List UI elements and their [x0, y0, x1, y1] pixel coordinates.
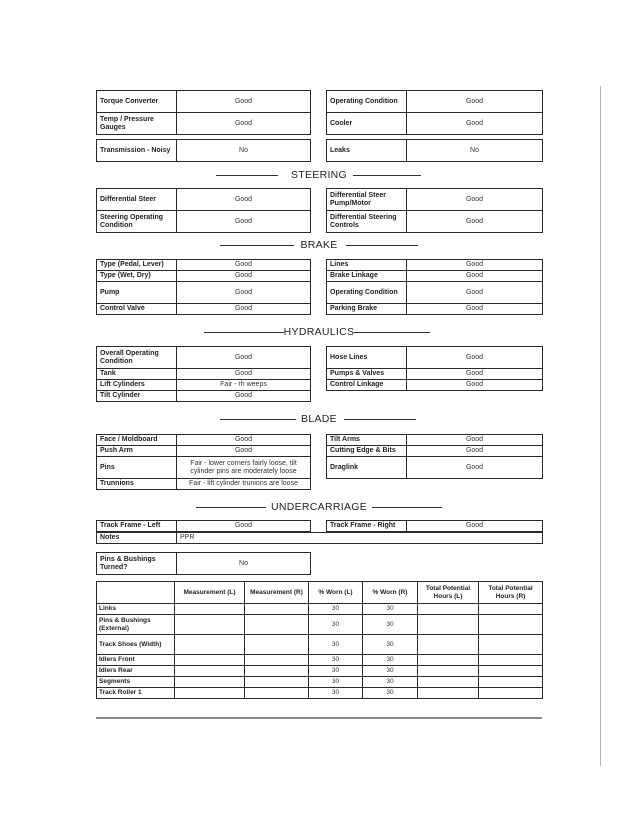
transmission-table	[96, 90, 543, 135]
table-row	[327, 435, 543, 446]
field-label: Cutting Edge & Bits	[327, 446, 407, 457]
table-row	[97, 189, 543, 211]
table-row	[97, 369, 311, 380]
field-label: Operating Condition	[327, 91, 407, 113]
worn-right: 30	[363, 615, 418, 635]
field-value: Good	[407, 91, 543, 113]
table-row	[97, 553, 311, 575]
table-row	[97, 688, 543, 699]
field-label: Track Frame - Right	[327, 521, 407, 532]
field-label: Type (Wet, Dry)	[97, 271, 177, 282]
worn-right: 30	[363, 688, 418, 699]
field-value: Good	[407, 347, 543, 369]
field-label: Type (Pedal, Lever)	[97, 260, 177, 271]
field-label: Pumps & Valves	[327, 369, 407, 380]
field-label: Transmission - Noisy	[97, 140, 177, 162]
table-row	[97, 91, 543, 113]
field-label: Trunnions	[97, 479, 177, 490]
table-row	[97, 380, 311, 391]
field-label: Operating Condition	[327, 282, 407, 304]
table-row	[97, 446, 311, 457]
field-value: Good	[177, 189, 311, 211]
field-value: No	[177, 140, 311, 162]
row-label: Idlers Rear	[97, 666, 175, 677]
field-label: Tank	[97, 369, 177, 380]
field-value: Good	[407, 211, 543, 233]
worn-left: 30	[309, 677, 363, 688]
table-row	[97, 677, 543, 688]
field-value: Fair - rh weeps	[177, 380, 311, 391]
steering-table	[96, 188, 543, 233]
field-label: Hose Lines	[327, 347, 407, 369]
field-value: Good	[177, 113, 311, 135]
section-title: HYDRAULICS	[283, 326, 355, 338]
section-heading-blade	[96, 412, 542, 426]
field-value: Good	[407, 304, 543, 315]
section-heading-hydraulics	[96, 325, 542, 339]
field-label: Control Linkage	[327, 380, 407, 391]
field-value: Good	[407, 457, 543, 479]
field-value: Good	[177, 211, 311, 233]
table-row	[327, 446, 543, 457]
table-row	[97, 655, 543, 666]
section-title: UNDERCARRIAGE	[270, 501, 368, 513]
field-label: Differential Steer Pump/Motor	[327, 189, 407, 211]
table-row	[97, 347, 311, 369]
section-title: BLADE	[301, 413, 337, 425]
field-value: Good	[177, 435, 311, 446]
worn-right: 30	[363, 666, 418, 677]
field-label: Brake Linkage	[327, 271, 407, 282]
row-label: Track Roller 1	[97, 688, 175, 699]
section-title: STEERING	[290, 169, 348, 181]
blade-left-table	[96, 434, 311, 490]
field-value: Fair - lift cylinder trunions are loose	[177, 479, 311, 490]
field-value: Good	[407, 189, 543, 211]
field-value: Good	[407, 113, 543, 135]
column-header: Measurement (L)	[175, 582, 245, 604]
section-heading-brake	[96, 238, 542, 252]
field-label: Differential Steer	[97, 189, 177, 211]
hydraulics-left-table	[96, 346, 311, 402]
hydraulics-right-table	[326, 346, 543, 391]
row-label: Track Shoes (Width)	[97, 635, 175, 655]
field-value: Good	[177, 521, 311, 532]
field-label: Leaks	[327, 140, 407, 162]
table-row	[97, 604, 543, 615]
field-label: Overall Operating Condition	[97, 347, 177, 369]
field-label: Parking Brake	[327, 304, 407, 315]
column-header: % Worn (R)	[363, 582, 418, 604]
field-label: Torque Converter	[97, 91, 177, 113]
table-row	[97, 533, 543, 544]
table-row	[327, 347, 543, 369]
column-header: % Worn (L)	[309, 582, 363, 604]
section-title: BRAKE	[300, 239, 338, 251]
table-row	[97, 435, 311, 446]
column-header: Measurement (R)	[245, 582, 309, 604]
worn-right: 30	[363, 677, 418, 688]
worn-left: 30	[309, 604, 363, 615]
field-label: Temp / Pressure Gauges	[97, 113, 177, 135]
field-value: Good	[407, 521, 543, 532]
field-label: Draglink	[327, 457, 407, 479]
page-bottom-rule	[96, 717, 542, 719]
transmission-noise-table	[96, 139, 543, 162]
worn-left: 30	[309, 615, 363, 635]
field-value: Good	[407, 446, 543, 457]
table-row	[97, 140, 543, 162]
blade-right-table	[326, 434, 543, 479]
table-row	[97, 211, 543, 233]
worn-right: 30	[363, 635, 418, 655]
field-value: No	[177, 553, 311, 575]
column-header: Total Potential Hours (L)	[418, 582, 479, 604]
field-value: Good	[177, 271, 311, 282]
field-label: Lines	[327, 260, 407, 271]
field-value: Fair - lower corners fairly loose, tilt cylinder pins are moderately loose	[177, 457, 311, 479]
worn-right: 30	[363, 604, 418, 615]
field-value: Good	[177, 391, 311, 402]
field-value: Good	[407, 435, 543, 446]
notes-table	[96, 532, 543, 544]
row-label: Idlers Front	[97, 655, 175, 666]
field-value: Good	[177, 282, 311, 304]
field-value: Good	[177, 347, 311, 369]
field-value: Good	[177, 446, 311, 457]
field-label: Pins & Bushings Turned?	[97, 553, 177, 575]
field-value: No	[407, 140, 543, 162]
pins-turned-table	[96, 552, 311, 575]
field-label: Steering Operating Condition	[97, 211, 177, 233]
track-measurement-table	[96, 581, 543, 699]
table-row	[97, 282, 543, 304]
field-label: Pump	[97, 282, 177, 304]
notes-label: Notes	[97, 533, 177, 544]
field-value: Good	[407, 282, 543, 304]
table-row	[327, 380, 543, 391]
field-label: Pins	[97, 457, 177, 479]
field-value: Good	[177, 260, 311, 271]
field-value: Good	[407, 380, 543, 391]
table-row	[97, 271, 543, 282]
worn-left: 30	[309, 655, 363, 666]
field-value: Good	[177, 91, 311, 113]
field-label: Tilt Cylinder	[97, 391, 177, 402]
field-label: Lift Cylinders	[97, 380, 177, 391]
field-label: Track Frame - Left	[97, 521, 177, 532]
field-label: Cooler	[327, 113, 407, 135]
row-label: Segments	[97, 677, 175, 688]
column-header	[97, 582, 175, 604]
field-label: Push Arm	[97, 446, 177, 457]
field-value: Good	[407, 271, 543, 282]
row-label: Pins & Bushings (External)	[97, 615, 175, 635]
worn-left: 30	[309, 635, 363, 655]
table-row	[327, 457, 543, 479]
row-label: Links	[97, 604, 175, 615]
section-heading-undercarriage	[96, 500, 542, 514]
table-row	[97, 260, 543, 271]
field-value: Good	[177, 304, 311, 315]
table-row	[97, 635, 543, 655]
worn-left: 30	[309, 688, 363, 699]
field-value: Good	[407, 260, 543, 271]
worn-left: 30	[309, 666, 363, 677]
section-heading-steering	[96, 168, 542, 182]
field-label: Face / Moldboard	[97, 435, 177, 446]
table-row	[97, 666, 543, 677]
table-row	[97, 391, 311, 402]
table-header-row	[97, 582, 543, 604]
field-value: Good	[407, 369, 543, 380]
table-row	[97, 615, 543, 635]
field-label: Control Valve	[97, 304, 177, 315]
table-row	[97, 521, 543, 532]
table-row	[97, 457, 311, 479]
field-value: Good	[177, 369, 311, 380]
table-row	[97, 479, 311, 490]
field-label: Differential Steering Controls	[327, 211, 407, 233]
track-frame-table	[96, 520, 543, 532]
worn-right: 30	[363, 655, 418, 666]
table-row	[327, 369, 543, 380]
notes-value: PPR	[177, 533, 543, 544]
page-edge-shadow	[600, 86, 601, 766]
field-label: Tilt Arms	[327, 435, 407, 446]
table-row	[97, 113, 543, 135]
table-row	[97, 304, 543, 315]
brake-table	[96, 259, 543, 315]
column-header: Total Potential Hours (R)	[479, 582, 543, 604]
